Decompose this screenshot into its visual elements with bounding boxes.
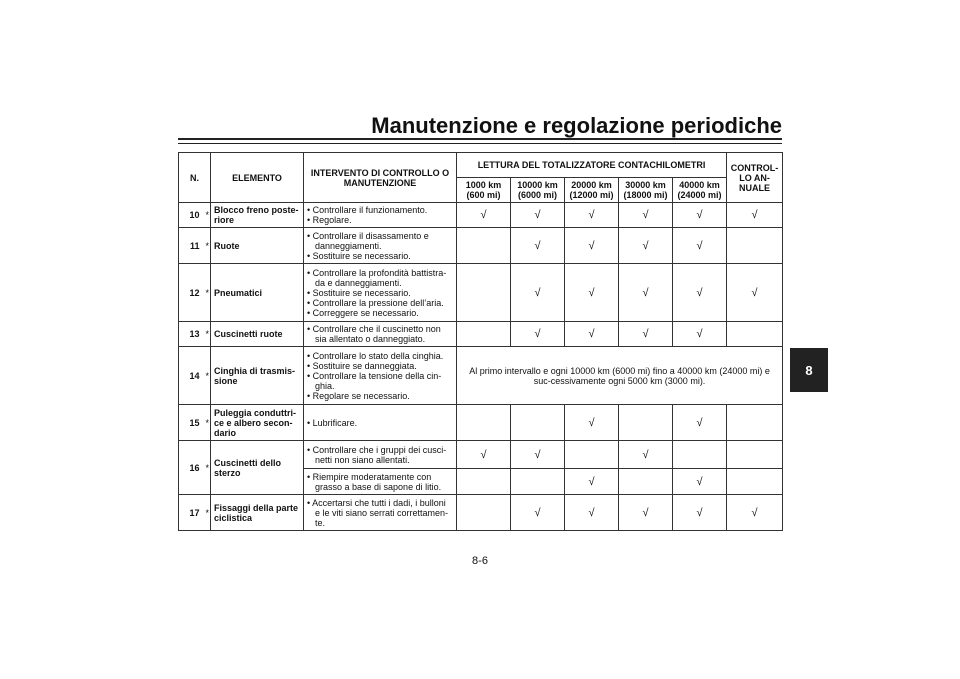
check-mark: √ [751,286,758,299]
check-cell [565,495,619,531]
table-row [179,441,783,469]
check-mark: √ [696,328,703,340]
check-cell [457,228,511,264]
action-line: • Controllare la tensione della cin-ghia. [307,370,442,391]
check-cell [673,441,727,469]
check-cell [511,495,565,531]
action-cell [304,264,457,322]
title-rule [178,138,782,140]
check-cell [511,469,565,495]
check-cell [457,322,511,347]
check-cell [619,441,673,469]
check-mark: √ [534,448,541,461]
check-cell [727,495,783,531]
header-lettura: LETTURA DEL TOTALIZZATORE CONTACHILOMETRI [457,153,727,178]
row-note: Al primo intervallo e ogni 10000 km (6000 mi) fino a 40000 km (24000 mi) e suc-cessivamente ogni 5000 km (3000 mi). [457,347,783,405]
interval-mi: (12000 mi) [569,190,614,200]
check-cell [727,228,783,264]
table-row [179,228,783,264]
row-number: 15 [179,405,203,441]
row-star: * [203,264,211,322]
row-item: Pneumatici [211,264,304,322]
check-cell [457,495,511,531]
check-mark: √ [588,239,595,252]
page-number: 8-6 [472,555,488,567]
check-cell [565,322,619,347]
check-cell [457,441,511,469]
action-line: • Accertarsi che tutti i dadi, i bulloni e le viti siano serrati correttamen-te. [307,497,449,528]
check-mark: √ [588,416,595,429]
page-title: Manutenzione e regolazione periodiche [371,113,782,138]
check-mark: √ [642,286,649,299]
title-rule-thin [178,143,782,144]
header-n: N. [179,153,211,203]
check-cell [565,264,619,322]
row-number: 11 [179,228,203,264]
row-item: Cinghia di trasmis-sione [211,347,304,405]
action-cell [304,203,457,228]
interval-km: 40000 km [679,180,720,190]
check-mark: √ [534,209,541,221]
check-mark: √ [642,328,649,340]
check-cell [619,495,673,531]
check-cell [565,469,619,495]
check-cell [619,469,673,495]
check-cell [619,405,673,441]
check-cell [727,264,783,322]
row-star: * [203,228,211,264]
row-number: 12 [179,264,203,322]
interval-km: 1000 km [465,180,502,190]
table-row [179,347,783,405]
check-cell [619,264,673,322]
check-cell [511,322,565,347]
check-mark: √ [480,209,487,221]
action-line: • Correggere se necessario. [307,307,419,318]
action-line: • Controllare la pressione dell’aria. [307,297,444,308]
check-cell [619,203,673,228]
table-row [179,322,783,347]
header-interval [457,178,511,203]
table-row [179,203,783,228]
interval-mi: (24000 mi) [677,190,722,200]
maintenance-table [178,152,783,531]
row-star: * [203,405,211,441]
interval-km: 10000 km [517,180,558,190]
row-item: Fissaggi della parte ciclistica [211,495,304,531]
check-cell [457,469,511,495]
table-row [179,405,783,441]
check-mark: √ [534,328,541,340]
action-line: • Regolare. [307,215,352,225]
check-mark: √ [696,209,703,221]
action-cell [304,228,457,264]
interval-mi: (600 mi) [466,190,501,200]
row-star: * [203,203,211,228]
check-cell [673,469,727,495]
check-cell [727,441,783,469]
check-cell [565,203,619,228]
check-cell [673,495,727,531]
check-mark: √ [696,286,703,299]
check-cell [673,322,727,347]
check-mark: √ [751,506,758,519]
row-number: 16 [179,441,203,495]
action-line: • Sostituire se danneggiata. [307,360,417,371]
check-mark: √ [696,475,703,488]
row-number: 10 [179,203,203,228]
action-cell [304,405,457,441]
check-mark: √ [751,209,758,221]
action-line: • Controllare la profondità battistra-da e danneggiamenti. [307,267,447,288]
check-mark: √ [696,506,703,519]
check-mark: √ [588,328,595,340]
check-cell [619,322,673,347]
check-mark: √ [480,448,487,461]
check-cell [673,405,727,441]
chapter-tab: 8 [790,348,828,392]
interval-km: 30000 km [625,180,666,190]
check-cell [565,441,619,469]
row-item: Ruote [211,228,304,264]
check-cell [457,405,511,441]
interval-mi: (18000 mi) [623,190,668,200]
header-interval [619,178,673,203]
check-cell [457,264,511,322]
header-elemento: ELEMENTO [211,153,304,203]
check-mark: √ [642,448,649,461]
header-interval [565,178,619,203]
check-mark: √ [696,239,703,252]
row-item: Blocco freno poste-riore [211,203,304,228]
row-number: 13 [179,322,203,347]
action-line: • Controllare il funzionamento. [307,205,428,215]
check-mark: √ [642,239,649,252]
action-cell [304,469,457,495]
check-cell [727,322,783,347]
row-star: * [203,495,211,531]
row-star: * [203,322,211,347]
check-cell [673,228,727,264]
check-mark: √ [696,416,703,429]
action-line: • Riempire moderatamente con grasso a base di sapone di litio. [307,471,442,492]
action-line: • Controllare che i gruppi dei cusci-netti non siano allentati. [307,444,447,465]
row-item: Cuscinetti dello sterzo [211,441,304,495]
action-cell [304,347,457,405]
row-star: * [203,441,211,495]
header-intervento: INTERVENTO DI CONTROLLO O MANUTENZIONE [304,153,457,203]
check-cell [565,405,619,441]
action-line: • Lubrificare. [307,417,358,428]
action-cell [304,495,457,531]
row-number: 17 [179,495,203,531]
row-item: Puleggia conduttri-ce e albero secon-dario [211,405,304,441]
action-line: • Sostituire se necessario. [307,287,411,298]
interval-mi: (6000 mi) [517,190,558,200]
check-mark: √ [642,209,649,221]
check-mark: √ [534,239,541,252]
check-mark: √ [534,286,541,299]
check-cell [727,203,783,228]
check-cell [457,203,511,228]
check-cell [511,441,565,469]
header-controllo: CONTROL-LO AN-NUALE [727,153,783,203]
check-cell [673,203,727,228]
check-mark: √ [534,506,541,519]
check-cell [511,405,565,441]
row-item: Cuscinetti ruote [211,322,304,347]
check-cell [565,228,619,264]
table-row [179,495,783,531]
check-cell [727,469,783,495]
row-number: 14 [179,347,203,405]
check-mark: √ [588,506,595,519]
check-cell [619,228,673,264]
check-mark: √ [588,286,595,299]
header-interval [673,178,727,203]
check-cell [673,264,727,322]
table-row [179,264,783,322]
action-cell [304,441,457,469]
header-interval [511,178,565,203]
action-line: • Controllare il disassamento e danneggiamenti. [307,230,429,251]
action-line: • Controllare che il cuscinetto non sia allentato o danneggiato. [307,324,441,344]
check-mark: √ [588,209,595,221]
interval-km: 20000 km [571,180,612,190]
action-line: • Regolare se necessario. [307,390,410,401]
action-cell [304,322,457,347]
row-star: * [203,347,211,405]
action-line: • Sostituire se necessario. [307,250,411,261]
check-mark: √ [642,506,649,519]
check-cell [511,203,565,228]
check-mark: √ [588,475,595,488]
check-cell [511,228,565,264]
action-line: • Controllare lo stato della cinghia. [307,350,444,361]
check-cell [511,264,565,322]
check-cell [727,405,783,441]
